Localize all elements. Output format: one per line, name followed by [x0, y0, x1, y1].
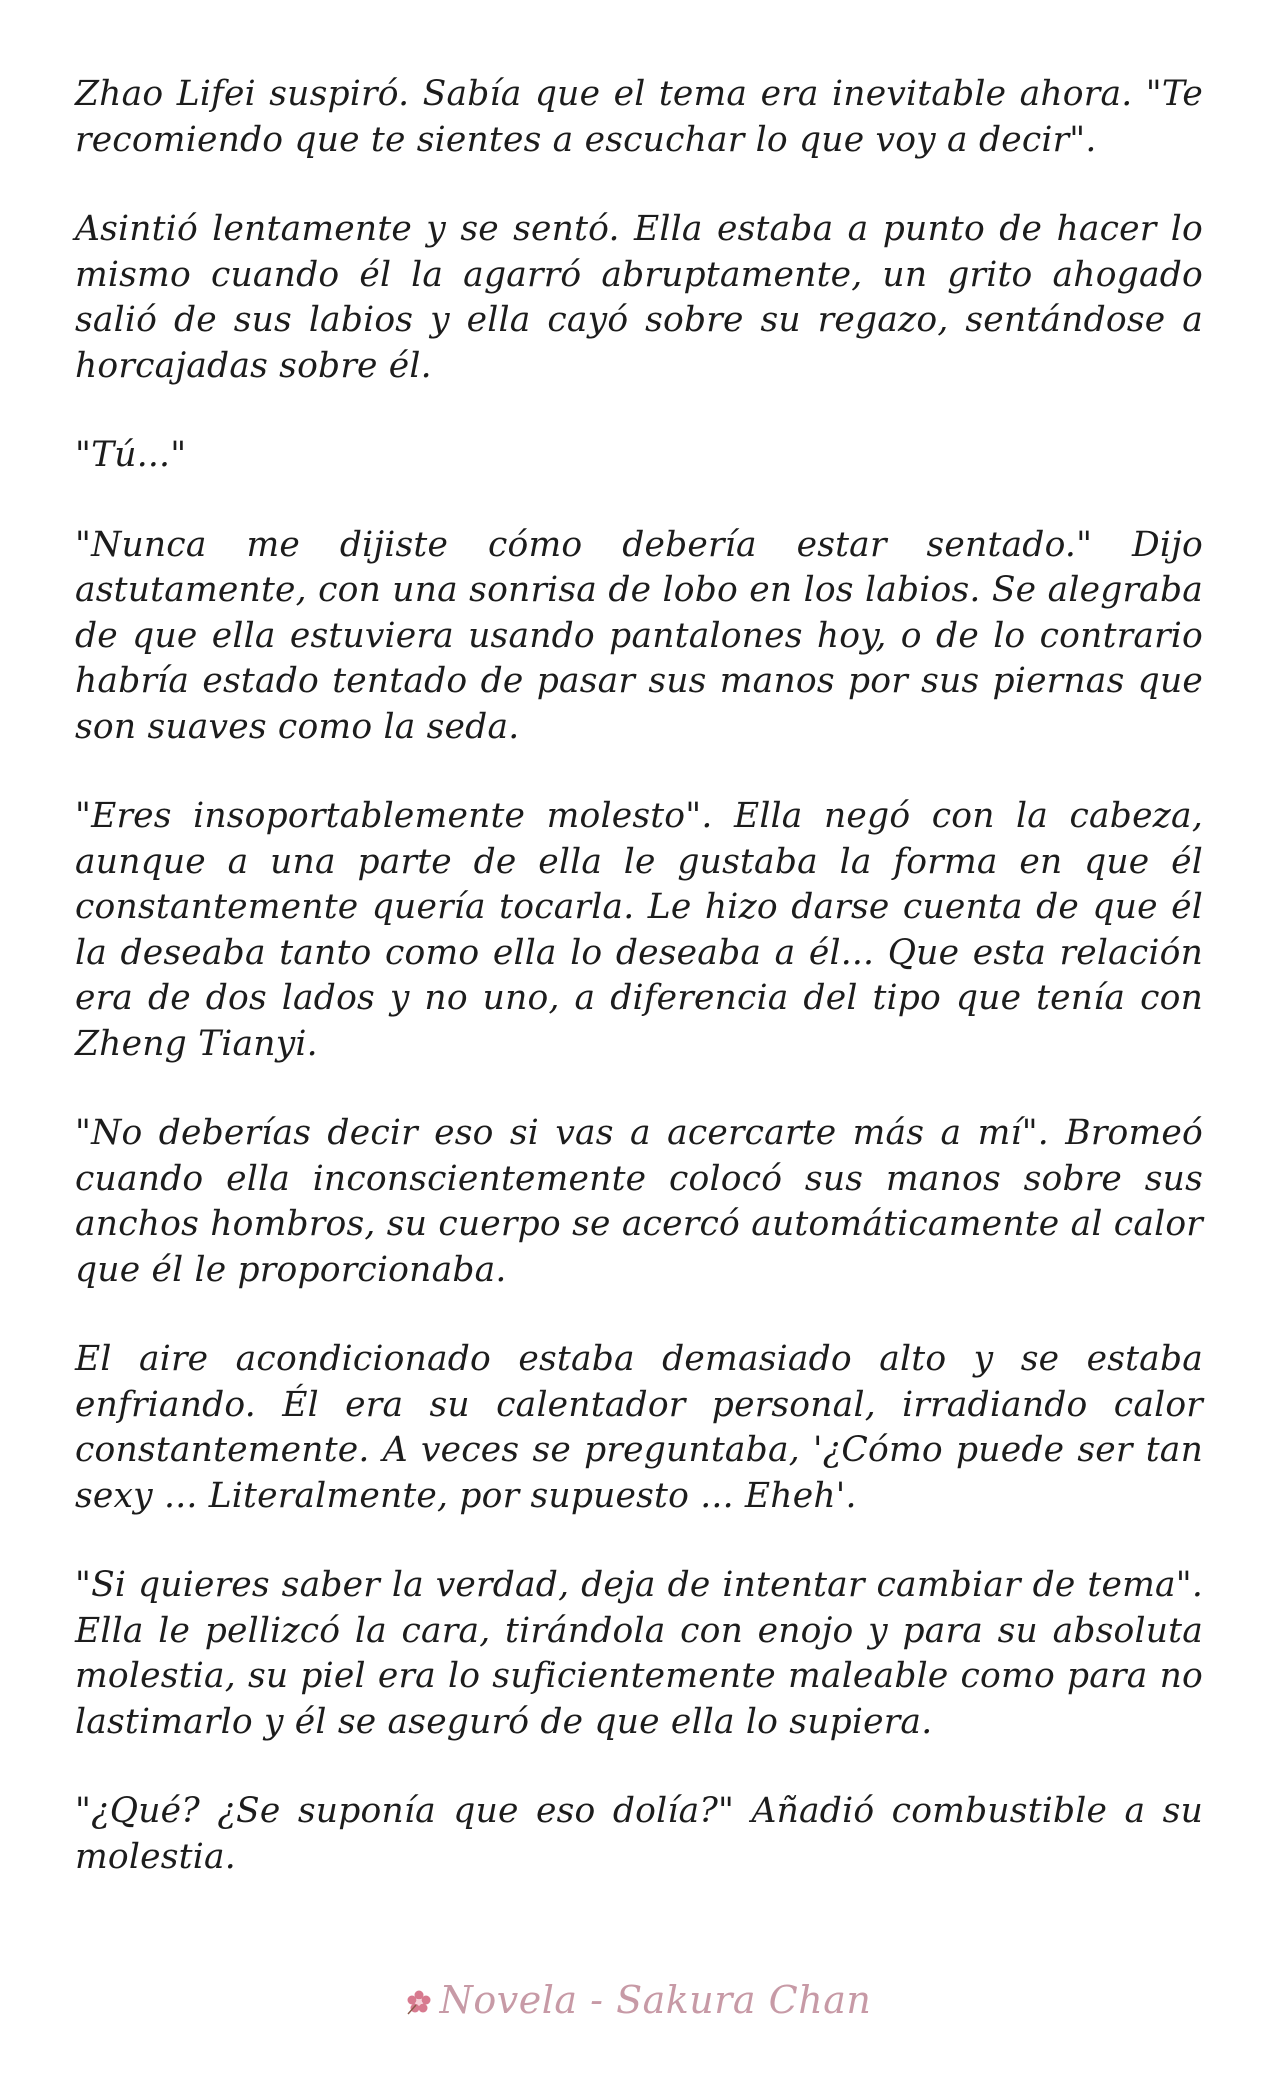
watermark-text: Novela - Sakura Chan	[439, 1978, 872, 2022]
chapter-text	[75, 72, 1203, 1880]
watermark	[0, 1978, 1275, 2026]
paragraph: "¿Qué? ¿Se suponía que eso dolía?" Añadió combustible a su molestia.	[75, 1791, 1203, 1877]
paragraph: "Eres insoportablemente molesto". Ella negó con la cabeza, aunque a una parte de ella le gustaba la forma en que él constantemente quería tocarla. Le hizo darse cuenta de que él la deseaba tanto como ella lo deseaba a él... Que esta relación era de dos lados y no uno, a diferencia del tipo que tenía con Zheng Tianyi.	[75, 796, 1203, 1064]
paragraph: "Tú..."	[75, 435, 187, 475]
paragraph: Asintió lentamente y se sentó. Ella estaba a punto de hacer lo mismo cuando él la agarró abruptamente, un grito ahogado salió de sus labios y ella cayó sobre su regazo, sentándose a horcajadas sobre él.	[75, 209, 1203, 386]
paragraph: El aire acondicionado estaba demasiado alto y se estaba enfriando. Él era su calentador personal, irradiando calor constantemente. A veces se preguntaba, '¿Cómo puede ser tan sexy ... Literalmente, por supuesto ... Eheh'.	[75, 1339, 1203, 1516]
paragraph: "Nunca me dijiste cómo debería estar sentado." Dijo astutamente, con una sonrisa de lobo en los labios. Se alegraba de que ella estuviera usando pantalones hoy, o de lo contrario habría estado tentado de pasar sus manos por sus piernas que son suaves como la seda.	[75, 524, 1203, 747]
paragraph: Zhao Lifei suspiró. Sabía que el tema era inevitable ahora. "Te recomiendo que te sientes a escuchar lo que voy a decir".	[75, 74, 1203, 160]
paragraph: "No deberías decir eso si vas a acercarte más a mí". Bromeó cuando ella inconscientemente colocó sus manos sobre sus anchos hombros, su cuerpo se acercó automáticamente al calor que él le proporcionaba.	[75, 1113, 1203, 1290]
sakura-flower-icon	[404, 1982, 434, 2026]
paragraph: "Si quieres saber la verdad, deja de intentar cambiar de tema". Ella le pellizcó la cara, tirándola con enojo y para su absoluta molestia, su piel era lo suficientemente maleable como para no lastimarlo y él se aseguró de que ella lo supiera.	[75, 1565, 1203, 1742]
